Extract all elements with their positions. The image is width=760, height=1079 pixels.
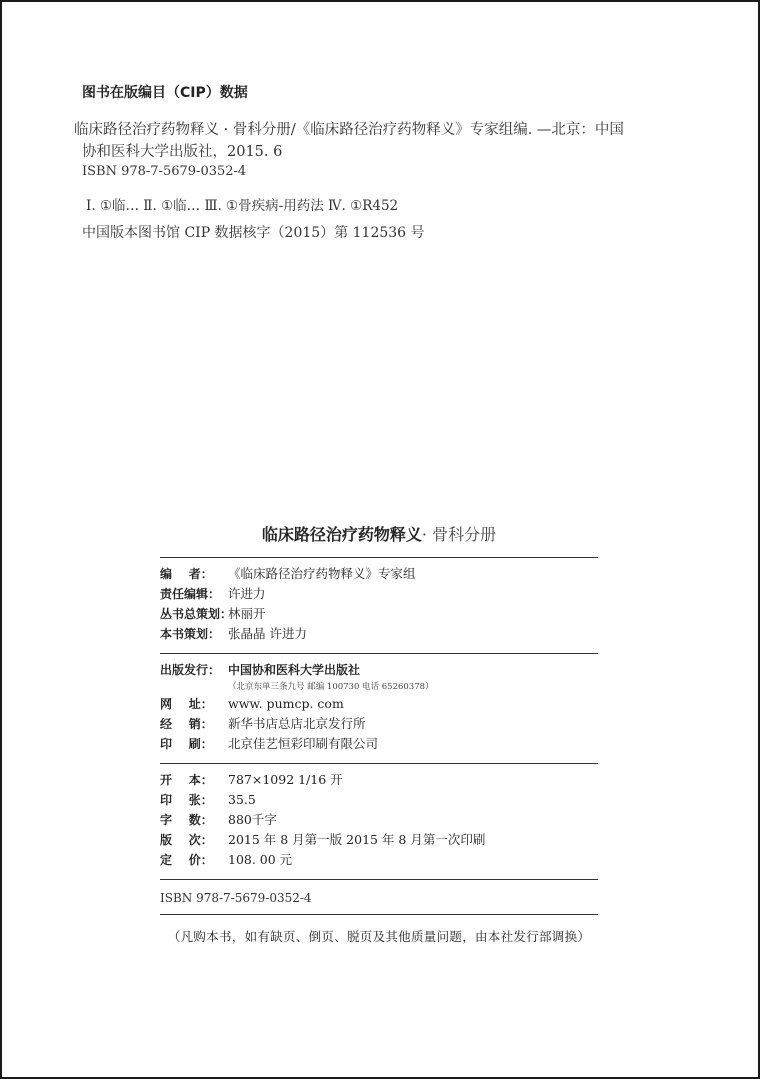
spec-label: 版 次：: [160, 833, 213, 847]
spec-value: 880千字: [228, 812, 277, 827]
cip-citation-line-1: 临床路径治疗药物释义 · 骨科分册/《临床路径治疗药物释义》专家组编. —北京：中国: [74, 122, 624, 138]
credit-row: [160, 604, 598, 624]
colophon: [160, 522, 598, 945]
credit-value: 许进力: [228, 586, 266, 601]
spec-row: [160, 790, 598, 810]
credit-label: 本书策划：: [160, 627, 221, 641]
spec-label: 字 数：: [160, 813, 213, 827]
publisher-label: 网 址：: [160, 697, 213, 711]
spec-row: [160, 770, 598, 790]
credit-row: [160, 584, 598, 604]
cip-number: 中国版本图书馆 CIP 数据核字（2015）第 112536 号: [82, 225, 425, 241]
publisher-row: [160, 734, 598, 754]
book-title: [160, 522, 598, 545]
credit-row: [160, 564, 598, 584]
publisher-value: www. pumcp. com: [228, 696, 344, 711]
spec-row: [160, 850, 598, 870]
spec-value: 108. 00 元: [228, 852, 293, 867]
publisher-address: （北京东单三条九号 邮编 100730 电话 65260378）: [228, 682, 434, 692]
publisher-value: 北京佳艺恒彩印刷有限公司: [228, 736, 379, 751]
credit-value: 张晶晶 许进力: [228, 626, 307, 641]
spec-row: [160, 830, 598, 850]
cip-citation-line-2: 协和医科大学出版社，2015. 6: [82, 144, 283, 160]
credit-label: 丛书总策划：: [160, 607, 233, 621]
publisher-label: 出版发行：: [160, 663, 221, 677]
cip-heading: 图书在版编目（CIP）数据: [82, 85, 248, 101]
publisher-label: 印 刷：: [160, 737, 213, 751]
publisher-value: 中国协和医科大学出版社: [228, 663, 361, 677]
cip-classification: Ⅰ. ①临… Ⅱ. ①临… Ⅲ. ①骨疾病-用药法 Ⅳ. ①R452: [86, 198, 399, 214]
publisher-row: [160, 660, 598, 680]
colophon-isbn: ISBN 978-7-5679-0352-4: [160, 891, 312, 905]
spec-row: [160, 810, 598, 830]
cip-isbn: ISBN 978-7-5679-0352-4: [82, 164, 247, 179]
publisher-label: 经 销：: [160, 717, 213, 731]
spec-value: 2015 年 8 月第一版 2015 年 8 月第一次印刷: [228, 832, 486, 847]
book-title-sub: · 骨科分册: [421, 525, 497, 544]
publisher-row: [160, 714, 598, 734]
cip-block: [74, 82, 714, 241]
credit-label: 责任编辑：: [160, 587, 221, 601]
quality-notice: （凡购本书，如有缺页、倒页、脱页及其他质量问题，由本社发行部调换）: [167, 929, 591, 944]
divider: [160, 914, 598, 915]
credit-row: [160, 624, 598, 644]
spec-label: 开 本：: [160, 773, 213, 787]
book-title-main: 临床路径治疗药物释义: [261, 525, 422, 544]
credit-label: 编 者：: [160, 567, 213, 581]
spec-label: 印 张：: [160, 793, 213, 807]
spec-label: 定 价：: [160, 853, 213, 867]
publisher-value: 新华书店总店北京发行所: [228, 716, 366, 731]
publisher-row: [160, 694, 598, 714]
spec-value: 35.5: [228, 792, 256, 807]
credit-value: 林丽开: [228, 606, 266, 621]
credit-value: 《临床路径治疗药物释义》专家组: [228, 566, 416, 581]
spec-value: 787×1092 1/16 开: [228, 772, 343, 787]
